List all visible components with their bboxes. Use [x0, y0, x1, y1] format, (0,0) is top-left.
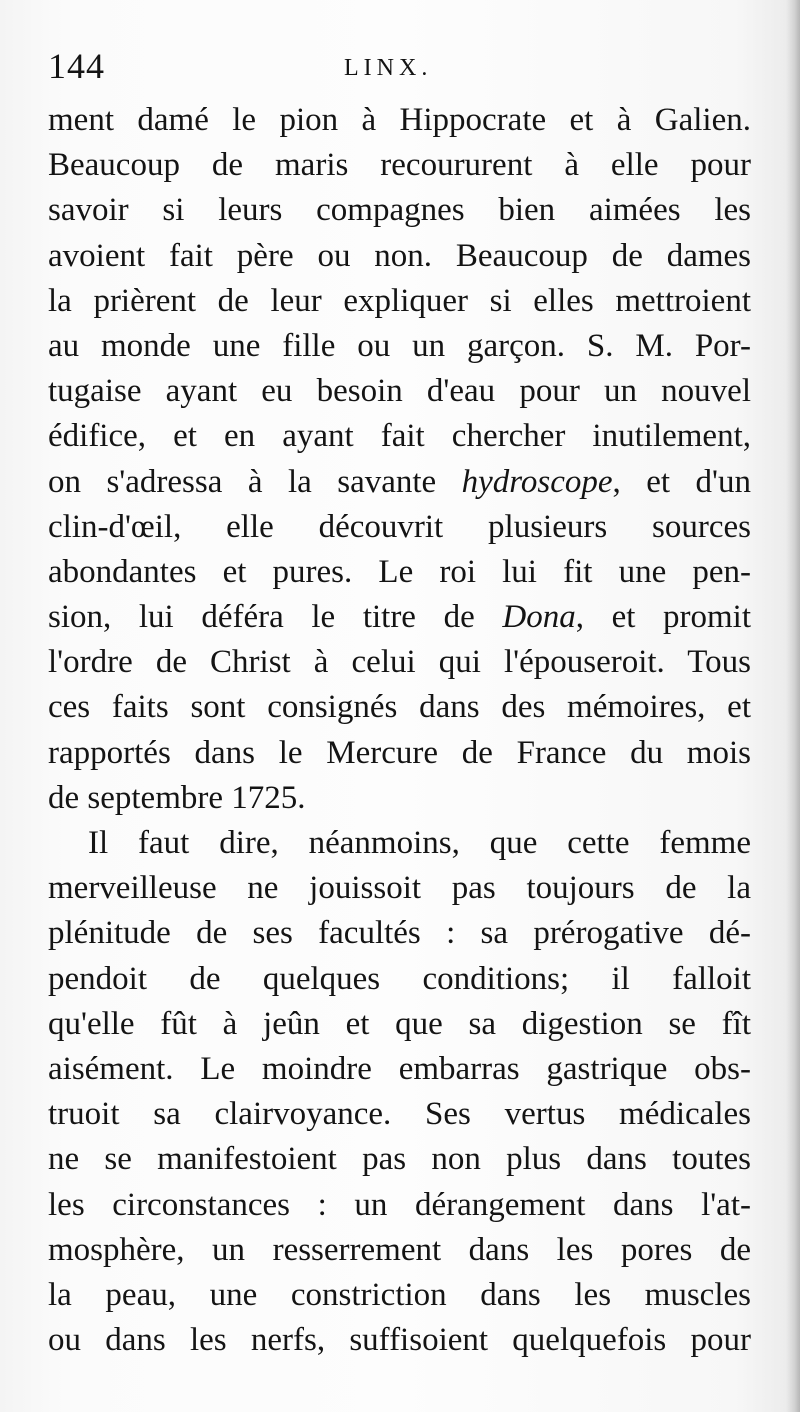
text-segment: on s'adressa à la savante: [48, 463, 462, 500]
text-line: édifice, et en ayant fait chercher inutilement,: [48, 418, 751, 455]
text-segment: , et d'un: [612, 463, 751, 500]
text-line: ou dans les nerfs, suffisoient quelquefois pour: [48, 1322, 751, 1359]
text-line: l'ordre de Christ à celui qui l'épouseroit. Tous: [48, 644, 751, 681]
text-line: ces faits sont consignés dans des mémoires, et: [48, 689, 751, 726]
page-edge-shadow: [786, 0, 800, 1412]
text-line: Beaucoup de maris recoururent à elle pour: [48, 147, 751, 184]
text-line: ment damé le pion à Hippocrate et à Galien.: [48, 102, 751, 138]
text-line: savoir si leurs compagnes bien aimées les: [48, 192, 751, 229]
text-line: tugaise ayant eu besoin d'eau pour un nouvel: [48, 373, 751, 410]
text-segment: sion, lui déféra le titre de: [48, 599, 503, 636]
running-head: LINX.: [344, 55, 433, 81]
text-line: la prièrent de leur expliquer si elles mettroient: [48, 282, 751, 319]
text-line: [48, 595, 751, 640]
text-line: truoit sa clairvoyance. Ses vertus médicales: [48, 1096, 751, 1133]
text-line: les circonstances : un dérangement dans l'at-: [48, 1186, 751, 1223]
text-line: la peau, une constriction dans les muscles: [48, 1276, 751, 1313]
text-segment: , et promit: [575, 599, 751, 636]
paragraph-first-line: Il faut dire, néanmoins, que cette femme: [88, 825, 751, 861]
italic-term-dona: Dona: [502, 599, 576, 636]
text-line: aisément. Le moindre embarras gastrique obs-: [48, 1050, 751, 1087]
page-number: 144: [48, 46, 105, 86]
text-line: au monde une fille ou un garçon. S. M. Por-: [48, 327, 751, 364]
page-header: [48, 42, 748, 92]
body-text: [48, 98, 751, 1363]
text-line: rapportés dans le Mercure de France du mois: [48, 734, 751, 771]
text-line: clin-d'œil, elle découvrit plusieurs sources: [48, 508, 751, 545]
text-line: abondantes et pures. Le roi lui fit une pen-: [48, 553, 751, 590]
italic-term-hydroscope: hydroscope: [461, 463, 613, 500]
text-line: plénitude de ses facultés : sa prérogative dé-: [48, 915, 751, 952]
text-line: merveilleuse ne jouissoit pas toujours de la: [48, 870, 751, 907]
text-line: mosphère, un resserrement dans les pores de: [48, 1231, 751, 1268]
paragraph-last-line: de septembre 1725.: [48, 779, 306, 816]
text-line: ne se manifestoient pas non plus dans toutes: [48, 1141, 751, 1178]
text-line: qu'elle fût à jeûn et que sa digestion se fît: [48, 1005, 751, 1042]
text-line: [48, 460, 751, 505]
text-line: pendoit de quelques conditions; il falloit: [48, 960, 751, 997]
text-line: avoient fait père ou non. Beaucoup de dames: [48, 237, 751, 274]
